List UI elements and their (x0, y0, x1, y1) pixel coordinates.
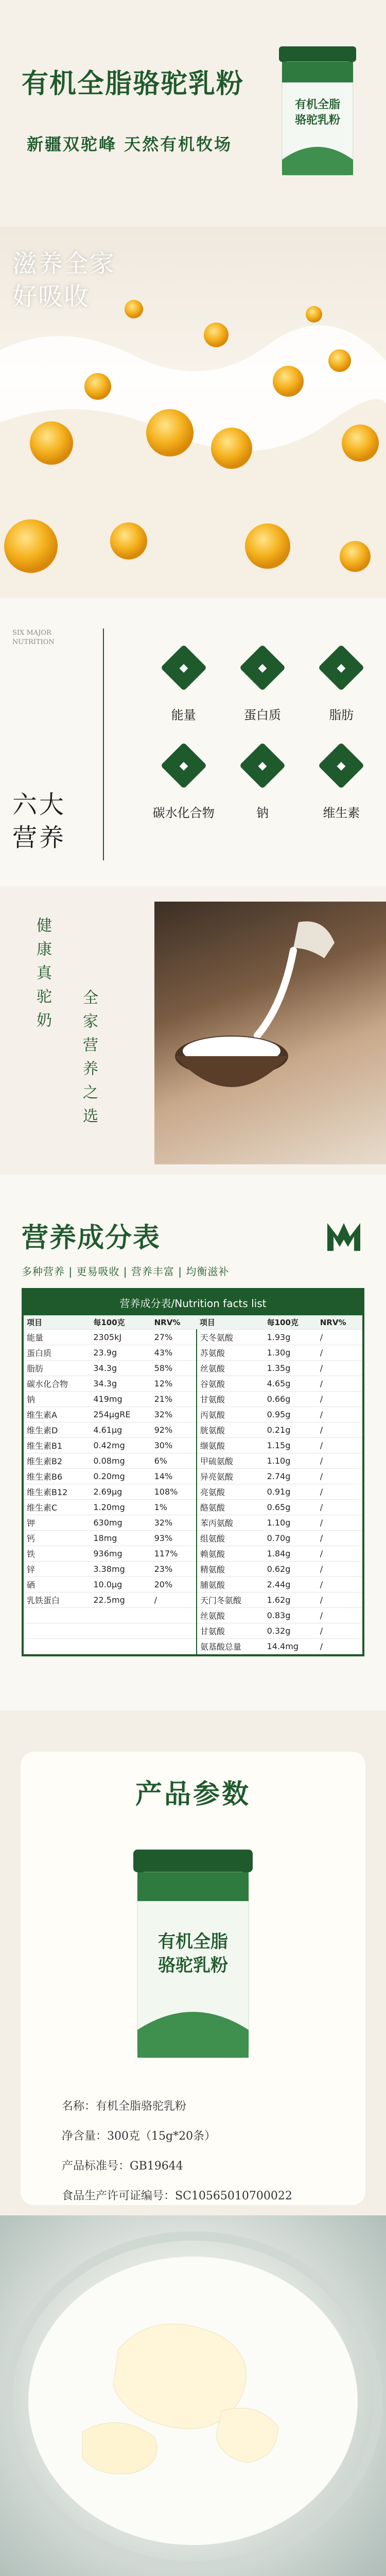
table-cell: / (317, 1531, 362, 1546)
table-cell: 34.3g (90, 1376, 151, 1392)
table-cell: 0.70g (264, 1531, 317, 1546)
table-cell: 氨基酸总量 (197, 1639, 264, 1654)
vitamin-icon: ◆ (318, 742, 365, 789)
nutrients-heading (12, 788, 66, 854)
table-cell: / (317, 1469, 362, 1484)
photo-caption-line1: 滋养全家 (12, 249, 116, 278)
milk-bowl-illustration (0, 2215, 386, 2576)
table-cell: 6% (151, 1453, 197, 1469)
table-cell: 14% (151, 1469, 197, 1484)
param-weight: 净含量：300克（15g*20条） (62, 2130, 216, 2143)
table-cell: 0.32g (264, 1623, 317, 1639)
carbohydrate-icon: ◆ (160, 742, 207, 789)
table-header-row (24, 1315, 362, 1330)
nutrition-table-grid (24, 1315, 362, 1654)
table-cell: 0.42mg (90, 1438, 151, 1453)
table-row (24, 1531, 362, 1546)
table-cell: / (317, 1515, 362, 1531)
table-cell: 维生素B6 (24, 1469, 90, 1484)
nutrient-label: 维生素 (323, 806, 360, 820)
table-cell: / (317, 1562, 362, 1577)
slogan-vertical-2: 全家营养之选 (80, 989, 98, 1131)
table-cell: 缬氨酸 (197, 1438, 264, 1453)
table-cell (151, 1623, 197, 1639)
tin-name-line1: 有机全脂 (158, 1931, 228, 1952)
table-row (24, 1623, 362, 1639)
nutrient-energy (144, 639, 223, 737)
table-cell: 维生素B2 (24, 1453, 90, 1469)
table-row (24, 1407, 362, 1422)
table-cell: 苏氨酸 (197, 1345, 264, 1361)
table-cell: 维生素D (24, 1422, 90, 1438)
table-cell: 1.15g (264, 1438, 317, 1453)
table-cell: 0.21g (264, 1422, 317, 1438)
energy-icon: ◆ (160, 645, 207, 691)
sodium-icon: ◆ (239, 742, 286, 789)
nutrition-table-head: 营养成分表/Nutrition facts list (24, 1290, 362, 1315)
table-cell: 0.83g (264, 1608, 317, 1623)
brand-logo-icon (323, 1216, 364, 1257)
table-cell: 27% (151, 1330, 197, 1345)
table-cell: 14.4mg (264, 1639, 317, 1654)
table-row (24, 1608, 362, 1623)
table-cell: 630mg (90, 1515, 151, 1531)
table-cell: 0.62g (264, 1562, 317, 1577)
table-cell: 1% (151, 1500, 197, 1515)
table-cell: 锌 (24, 1562, 90, 1577)
product-tin-image (126, 1844, 260, 2066)
table-cell: / (317, 1608, 362, 1623)
table-cell: / (317, 1438, 362, 1453)
table-cell: 117% (151, 1546, 197, 1562)
table-cell: / (317, 1330, 362, 1345)
table-cell: / (317, 1392, 362, 1407)
table-cell (90, 1639, 151, 1654)
table-cell: / (317, 1592, 362, 1608)
table-cell: / (317, 1407, 362, 1422)
nutrient-sodium (223, 737, 302, 835)
table-cell: 脯氨酸 (197, 1577, 264, 1592)
table-cell: 23.9g (90, 1345, 151, 1361)
table-cell: 0.20mg (90, 1469, 151, 1484)
table-cell (90, 1623, 151, 1639)
nutrition-table (22, 1288, 364, 1656)
table-cell: 1.10g (264, 1453, 317, 1469)
table-cell: 能量 (24, 1330, 90, 1345)
table-row (24, 1592, 362, 1608)
table-row (24, 1469, 362, 1484)
table-cell: 组氨酸 (197, 1531, 264, 1546)
table-cell: 维生素A (24, 1407, 90, 1422)
table-cell: 0.66g (264, 1392, 317, 1407)
table-cell (90, 1608, 151, 1623)
table-cell: 碳水化合物 (24, 1376, 90, 1392)
pouring-milk-photo (154, 902, 386, 1164)
nutrient-fat (302, 639, 381, 737)
table-cell: 2.69μg (90, 1484, 151, 1500)
table-row (24, 1562, 362, 1577)
slogan-vertical-1: 健康真驼奶 (33, 917, 51, 1036)
table-row (24, 1361, 362, 1376)
table-cell: 维生素B1 (24, 1438, 90, 1453)
table-cell: 936mg (90, 1546, 151, 1562)
param-name: 名称：有机全脂骆驼乳粉 (62, 2100, 187, 2113)
table-cell: 2305kJ (90, 1330, 151, 1345)
params-card (21, 1752, 365, 2205)
nutrient-carbohydrate (144, 737, 223, 835)
table-cell: 蛋白质 (24, 1345, 90, 1361)
table-row (24, 1345, 362, 1361)
nutrition-tags: 多种营养 | 更易吸收 | 营养丰富 | 均衡滋补 (22, 1265, 230, 1278)
nutrient-label: 碳水化合物 (152, 806, 215, 820)
table-cell: 12% (151, 1376, 197, 1392)
table-cell: 1.35g (264, 1361, 317, 1376)
table-cell: 1.84g (264, 1546, 317, 1562)
table-cell: 108% (151, 1484, 197, 1500)
table-cell: / (317, 1500, 362, 1515)
table-cell: 1.93g (264, 1330, 317, 1345)
tin-name-line2: 骆驼乳粉 (158, 1955, 228, 1976)
tin-name-line2: 骆驼乳粉 (294, 113, 341, 127)
hero-subtitle: 新疆双驼峰 天然有机牧场 (27, 134, 233, 154)
table-cell: 乳铁蛋白 (24, 1592, 90, 1608)
table-cell: 4.65g (264, 1376, 317, 1392)
photo-caption (12, 247, 115, 313)
nutrients-en-label (12, 629, 55, 647)
product-tin-image (274, 41, 361, 180)
table-cell: 甲硫氨酸 (197, 1453, 264, 1469)
table-row (24, 1453, 362, 1469)
table-cell: / (317, 1376, 362, 1392)
table-cell: 10.0μg (90, 1577, 151, 1592)
table-row (24, 1500, 362, 1515)
nutrient-label: 蛋白质 (243, 708, 281, 722)
table-cell: 1.20mg (90, 1500, 151, 1515)
table-cell: 天冬氨酸 (197, 1330, 264, 1345)
table-row (24, 1484, 362, 1500)
table-cell: 维生素C (24, 1500, 90, 1515)
protein-icon: ◆ (239, 645, 286, 691)
nutrient-label: 脂肪 (329, 708, 354, 722)
table-cell: 4.61μg (90, 1422, 151, 1438)
table-cell: / (317, 1639, 362, 1654)
table-cell (24, 1623, 90, 1639)
table-cell: 脂肪 (24, 1361, 90, 1376)
table-cell: 32% (151, 1407, 197, 1422)
nutrients-heading-line2: 营养 (12, 823, 66, 852)
table-cell: / (317, 1422, 362, 1438)
column-header: NRV% (151, 1315, 197, 1330)
table-cell: 胱氨酸 (197, 1422, 264, 1438)
nutrients-en-line1: SIX MAJOR (12, 629, 51, 637)
table-cell: 0.95g (264, 1407, 317, 1422)
tin-name-line1: 有机全脂 (294, 98, 341, 111)
table-row (24, 1515, 362, 1531)
table-cell: 钙 (24, 1531, 90, 1546)
nutrients-divider (103, 629, 104, 860)
fat-icon: ◆ (318, 645, 365, 691)
params-list (62, 2092, 350, 2211)
param-standard: 产品标准号：GB19644 (62, 2160, 183, 2173)
table-cell: 异亮氨酸 (197, 1469, 264, 1484)
table-cell: 铁 (24, 1546, 90, 1562)
table-cell: 钾 (24, 1515, 90, 1531)
table-cell: / (151, 1592, 197, 1608)
product-params-section (0, 1710, 386, 2215)
table-cell: 20% (151, 1577, 197, 1592)
nutrition-table-title: 营养成分表 (22, 1222, 161, 1253)
pouring-milk-illustration (154, 902, 386, 1164)
column-header: 项目 (197, 1315, 264, 1330)
nutrient-label: 钠 (256, 806, 269, 820)
table-cell: 419mg (90, 1392, 151, 1407)
nutrition-table-section (0, 1175, 386, 1710)
table-cell: 亮氨酸 (197, 1484, 264, 1500)
table-cell: 甘氨酸 (197, 1623, 264, 1639)
table-cell: 钠 (24, 1392, 90, 1407)
table-cell: 2.44g (264, 1577, 317, 1592)
params-title: 产品参数 (135, 1778, 251, 1810)
nutrients-grid (144, 639, 381, 835)
table-cell: 43% (151, 1345, 197, 1361)
table-row (24, 1422, 362, 1438)
table-cell: 254μgRE (90, 1407, 151, 1422)
table-cell: 0.65g (264, 1500, 317, 1515)
table-cell: 丝氨酸 (197, 1361, 264, 1376)
table-cell: 谷氨酸 (197, 1376, 264, 1392)
table-cell: 34.3g (90, 1361, 151, 1376)
table-cell (24, 1639, 90, 1654)
table-cell: 0.91g (264, 1484, 317, 1500)
table-cell: 18mg (90, 1531, 151, 1546)
table-cell: 23% (151, 1562, 197, 1577)
table-cell: 精氨酸 (197, 1562, 264, 1577)
table-cell: 维生素B12 (24, 1484, 90, 1500)
table-cell: / (317, 1546, 362, 1562)
table-cell: 酪氨酸 (197, 1500, 264, 1515)
six-nutrients-section (0, 598, 386, 886)
table-cell: / (317, 1577, 362, 1592)
table-cell: / (317, 1623, 362, 1639)
column-header: 每100克 (264, 1315, 317, 1330)
hero-section (0, 0, 386, 598)
table-cell: / (317, 1484, 362, 1500)
table-cell: / (317, 1345, 362, 1361)
table-cell (151, 1639, 197, 1654)
table-cell: 92% (151, 1422, 197, 1438)
table-cell: 赖氨酸 (197, 1546, 264, 1562)
table-cell: 丝氨酸 (197, 1608, 264, 1623)
column-header: 每100克 (90, 1315, 151, 1330)
table-cell: 0.08mg (90, 1453, 151, 1469)
nutrients-en-line2: NUTRITION (12, 638, 55, 646)
table-row (24, 1376, 362, 1392)
table-cell: 58% (151, 1361, 197, 1376)
table-cell: 1.62g (264, 1592, 317, 1608)
table-cell: 32% (151, 1515, 197, 1531)
hero-title: 有机全脂骆驼乳粉 (22, 68, 244, 99)
table-cell: 1.30g (264, 1345, 317, 1361)
table-cell: 30% (151, 1438, 197, 1453)
param-license: 食品生产许可证编号：SC10565010700022 (62, 2190, 292, 2202)
table-cell: 3.38mg (90, 1562, 151, 1577)
table-cell: 21% (151, 1392, 197, 1407)
photo-caption-line2: 好吸收 (12, 282, 90, 311)
milk-bowl-photo (0, 2215, 386, 2576)
milk-splash-photo (0, 227, 386, 598)
table-row (24, 1639, 362, 1654)
table-row (24, 1438, 362, 1453)
table-cell: 硒 (24, 1577, 90, 1592)
table-row (24, 1392, 362, 1407)
table-cell: 丙氨酸 (197, 1407, 264, 1422)
table-cell: 1.10g (264, 1515, 317, 1531)
column-header: NRV% (317, 1315, 362, 1330)
table-cell: / (317, 1361, 362, 1376)
table-cell: 2.74g (264, 1469, 317, 1484)
nutrient-label: 能量 (171, 708, 196, 722)
nutrient-protein (223, 639, 302, 737)
table-cell: 93% (151, 1531, 197, 1546)
nutrition-table-body (24, 1330, 362, 1654)
table-cell: 天门冬氨酸 (197, 1592, 264, 1608)
table-cell: 甘氨酸 (197, 1392, 264, 1407)
table-row (24, 1577, 362, 1592)
table-cell: 22.5mg (90, 1592, 151, 1608)
table-cell (24, 1608, 90, 1623)
table-row (24, 1330, 362, 1345)
table-row (24, 1546, 362, 1562)
pouring-milk-section (0, 886, 386, 1175)
table-cell: 苯丙氨酸 (197, 1515, 264, 1531)
table-cell: / (317, 1453, 362, 1469)
nutrient-vitamin (302, 737, 381, 835)
nutrients-heading-line1: 六大 (12, 790, 66, 819)
table-cell (151, 1608, 197, 1623)
column-header: 项目 (24, 1315, 90, 1330)
